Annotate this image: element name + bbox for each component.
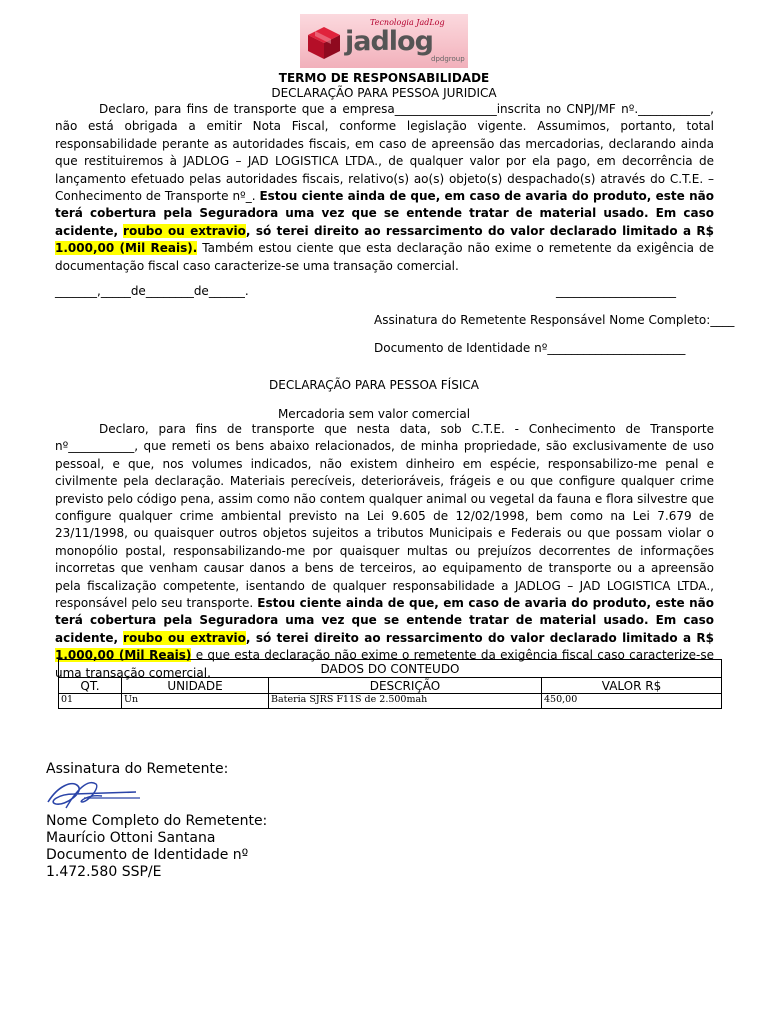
- pj-highlight-roubo: roubo ou extravio: [123, 223, 246, 238]
- logo-wordmark: jadlog: [345, 26, 433, 57]
- date-line[interactable]: _______,_____de________de______.: [55, 284, 249, 298]
- pj-text: Declaro, para fins de transporte que a empresa_________________inscrita no CNPJ/MF nº.____________, não está obrigada a emitir Nota Fiscal, conforme legislação vigente. Assumimos, portanto, total responsabilidade perante as autoridades fiscais, em caso de apreensão das mercadorias, declarando ainda que restituiremos à JADLOG – JAD LOGISTICA LTDA., de qualquer valor por ela pago, em decorrência de lançamento efetuado pelas autoridades fiscais, relativo(s) ao(s) objeto(s) despachado(s) através do C.T.E. – Conhecimento de Transporte nº_.: [55, 102, 714, 204]
- document-title: TERMO DE RESPONSABILIDADE: [278, 71, 490, 85]
- signature-line[interactable]: ____________________: [556, 284, 676, 298]
- table-row: [59, 694, 722, 709]
- jadlog-logo: [300, 14, 468, 68]
- id-document-line[interactable]: Documento de Identidade nº_______________________: [374, 341, 686, 355]
- id-label: Documento de Identidade nº: [46, 847, 249, 863]
- cell-qt: 01: [59, 694, 122, 709]
- header-qt: QT.: [59, 678, 122, 694]
- cube-icon: [306, 26, 342, 60]
- pj-tail: Também estou ciente que esta declaração não exime o remetente da exigência de documentação fiscal caso caracterize-se uma transação comercial.: [55, 241, 714, 273]
- name-value: Maurício Ottoni Santana: [46, 830, 216, 846]
- pj-subtitle: DECLARAÇÃO PARA PESSOA JURIDICA: [271, 86, 497, 100]
- cell-unidade: Un: [122, 694, 269, 709]
- pf-tail: e que esta declaração não exime o remetente da exigência fiscal caso caracterize-se uma transação comercial.: [55, 648, 714, 680]
- content-table: [58, 659, 722, 709]
- pf-text: Declaro, para fins de transporte que nesta data, sob C.T.E. - Conhecimento de Transporte nº___________, que remeti os bens abaixo relacionados, de minha propriedade, são exclusivamente de uso pessoal, e que, nos volumes indicados, não existem dinheiro em espécie, responsabilizo-me penal e civilmente pela declaração. Materiais perecíveis, deterioráveis, frágeis e ou que configure qualquer crime previsto pelo código pena, assim como não contem qualquer animal ou vegetal da fauna e flora silvestre que configure qualquer crime ambiental previsto na Lei 9.605 de 12/02/1998, bem como na Lei 7.679 de 23/11/1998, ou quaisquer outros objetos sujeitos a tributos Municipais e Federais ou que possam violar o monopólio postal, responsabilizando-me por quaisquer multas ou prejuízos decorrentes de informações incorretas que venham causar danos a bens de terceiros, ao equipamento de transporte ou a apreensão pela fiscalização competente, isentando de qualquer responsabilidade a JADLOG – JAD LOGISTICA LTDA., responsável pelo seu transporte.: [55, 422, 714, 611]
- pf-subtitle: Mercadoria sem valor comercial: [277, 407, 471, 421]
- pj-highlight-valor: 1.000,00 (Mil Reais).: [55, 241, 198, 256]
- pf-declaration: [55, 421, 714, 682]
- pf-highlight-roubo: roubo ou extravio: [123, 630, 246, 645]
- pj-declaration: [55, 101, 714, 275]
- pf-highlight-valor: 1.000,00 (Mil Reais): [55, 648, 192, 663]
- id-value: 1.472.580 SSP/E: [46, 864, 162, 880]
- pf-title: DECLARAÇÃO PARA PESSOA FÍSICA: [269, 378, 479, 392]
- name-label: Nome Completo do Remetente:: [46, 813, 268, 829]
- logo-group: dpdgroup: [431, 55, 465, 63]
- sender-name-line[interactable]: Assinatura do Remetente Responsável Nome Completo:____: [374, 313, 735, 327]
- cell-descricao: Bateria SJRS F11S de 2.500mah: [269, 694, 542, 709]
- pf-bold-b: , só terei direito ao ressarcimento do valor declarado limitado a R$: [245, 630, 714, 645]
- pf-bold-a: Estou ciente ainda de que, em caso de avaria do produto, este não terá cobertura pela Seguradora uma vez que se entende tratar de material usado. Em caso acidente,: [55, 596, 714, 645]
- header-descricao: DESCRIÇÃO: [269, 678, 542, 694]
- header-valor: VALOR R$: [542, 678, 722, 694]
- pj-bold-b: , só terei direito ao ressarcimento do valor declarado limitado a R$: [245, 223, 714, 238]
- table-caption: DADOS DO CONTEUDO: [59, 660, 722, 678]
- cell-valor: 450,00: [542, 694, 722, 709]
- pj-bold-a: Estou ciente ainda de que, em caso de avaria do produto, este não terá cobertura pela Seguradora uma vez que se entende tratar de material usado. Em caso acidente,: [55, 189, 714, 238]
- logo-tagline: Tecnologia JadLog: [370, 18, 445, 27]
- handwritten-signature: [44, 776, 144, 814]
- header-unidade: UNIDADE: [122, 678, 269, 694]
- signature-label: Assinatura do Remetente:: [46, 761, 229, 777]
